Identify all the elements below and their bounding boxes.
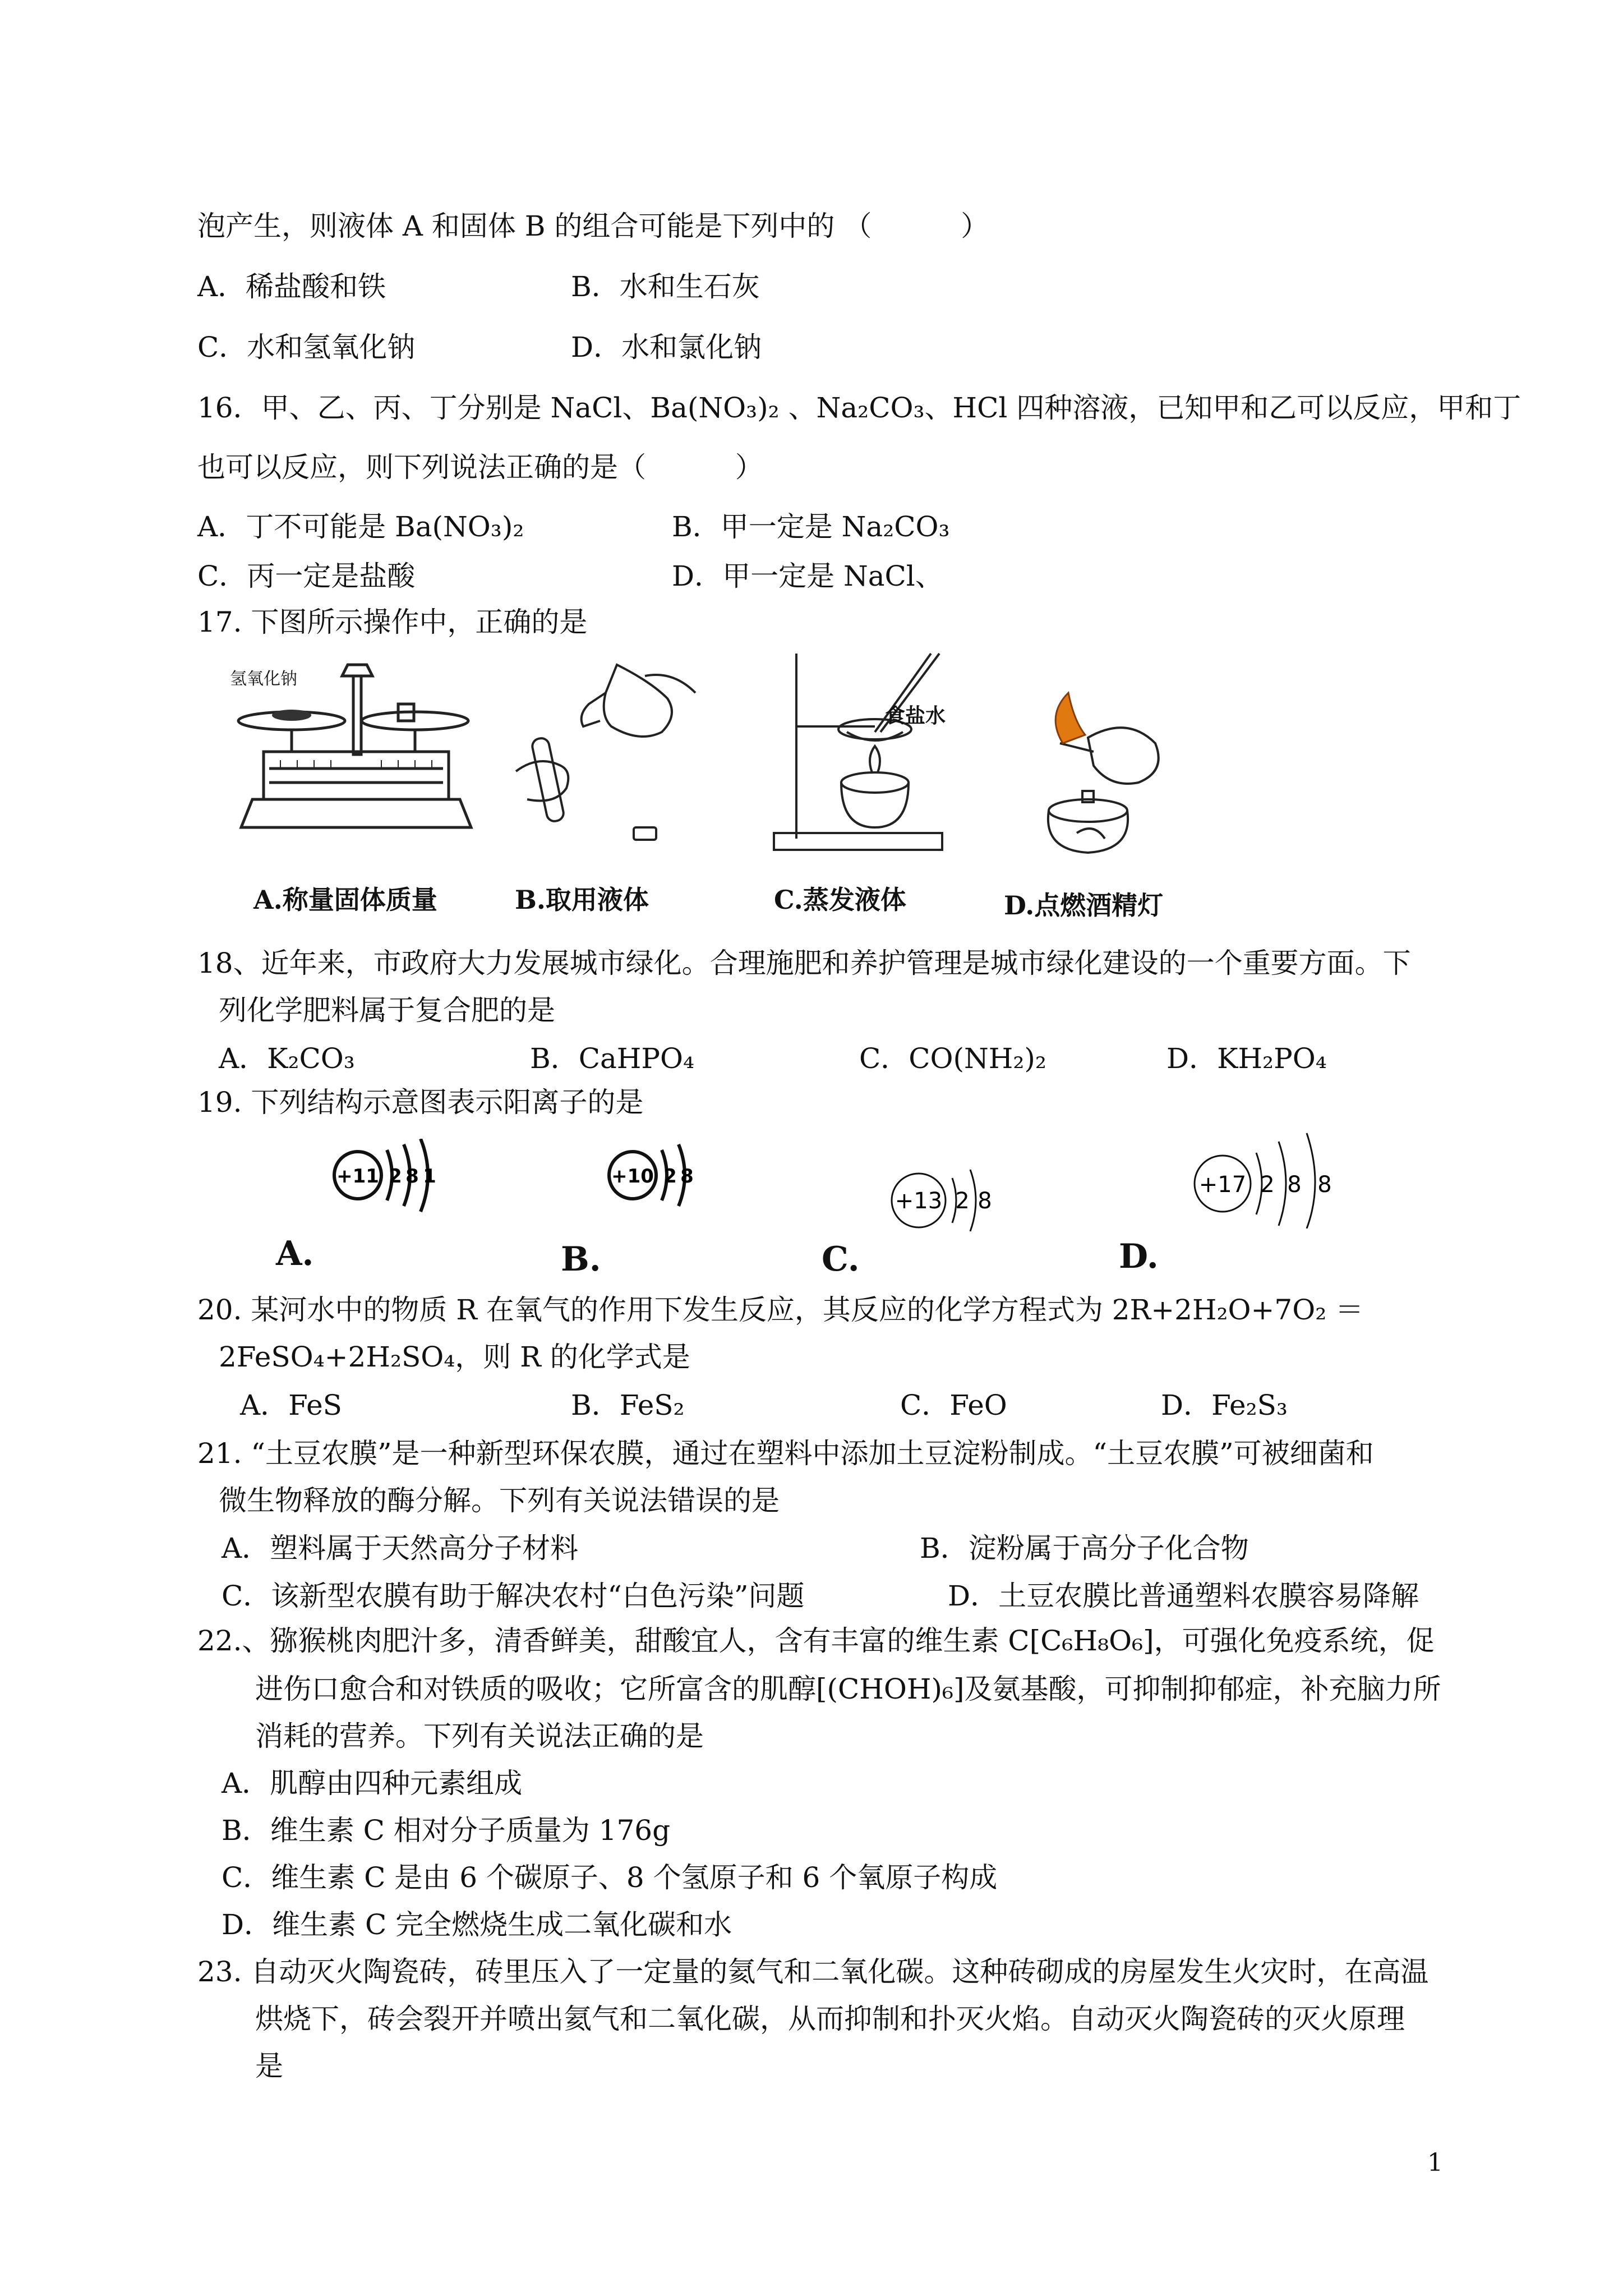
q16-stem-line1: 16．甲、乙、丙、丁分别是 NaCl、Ba(NO₃)₂ 、Na₂CO₃、HCl 四种溶液，已知甲和乙可以反应，甲和丁 [197, 392, 1521, 424]
svg-text:1: 1 [423, 1165, 436, 1188]
svg-text:8: 8 [1317, 1172, 1332, 1198]
q22-stem-line3: 消耗的营养。下列有关说法正确的是 [255, 1720, 704, 1752]
page-number: 1 [1427, 2148, 1443, 2177]
q19-label-d: D. [1119, 1237, 1159, 1276]
q21-option-d: D．土豆农膜比普通塑料农膜容易降解 [948, 1580, 1419, 1612]
evaporation-figure [763, 648, 965, 861]
q15-option-a: A．稀盐酸和铁 [197, 270, 386, 303]
q19-label-a: A. [276, 1234, 314, 1273]
q19-label-b: B. [561, 1240, 601, 1279]
balance-scale-figure [230, 659, 482, 861]
q16-option-a: A．丁不可能是 Ba(NO₃)₂ [197, 510, 524, 543]
q19-stem: 19. 下列结构示意图表示阳离子的是 [197, 1086, 644, 1119]
q20-option-b: B．FeS₂ [571, 1389, 685, 1421]
svg-text:+11: +11 [336, 1165, 379, 1188]
q16-stem-line2: 也可以反应，则下列说法正确的是（ ） [197, 451, 763, 484]
q15-stem: 泡产生，则液体 A 和固体 B 的组合可能是下列中的 （ ） [197, 210, 989, 242]
q15-option-c: C．水和氢氧化钠 [197, 331, 416, 364]
svg-text:2: 2 [1260, 1172, 1275, 1198]
salt-water-label: 食盐水 [885, 704, 946, 728]
q20-stem-line2: 2FeSO₄+2H₂SO₄，则 R 的化学式是 [219, 1341, 690, 1373]
svg-text:8: 8 [1287, 1172, 1302, 1198]
q21-option-c: C．该新型农膜有助于解决农村“白色污染”问题 [222, 1580, 805, 1612]
q21-option-b: B．淀粉属于高分子化合物 [920, 1532, 1249, 1565]
svg-text:2: 2 [389, 1165, 402, 1188]
q16-option-c: C．丙一定是盐酸 [197, 560, 416, 592]
q23-stem-line1: 23. 自动灭火陶瓷砖，砖里压入了一定量的氦气和二氧化碳。这种砖砌成的房屋发生火灾时，在高温 [197, 1955, 1429, 1988]
q18-option-b: B．CaHPO₄ [530, 1042, 695, 1075]
svg-text:2: 2 [663, 1165, 677, 1188]
q22-option-c: C．维生素 C 是由 6 个碳原子、8 个氢原子和 6 个氧原子构成 [222, 1861, 998, 1894]
svg-text:8: 8 [978, 1188, 992, 1214]
q18-stem-line2: 列化学肥料属于复合肥的是 [219, 994, 555, 1027]
atom-structure-diagram-b [606, 1139, 718, 1223]
svg-text:+17: +17 [1198, 1172, 1247, 1198]
atom-structure-diagram-a [331, 1139, 460, 1223]
q17-stem: 17. 下图所示操作中，正确的是 [197, 606, 588, 638]
q18-option-a: A．K₂CO₃ [219, 1042, 355, 1075]
q22-option-b: B．维生素 C 相对分子质量为 176g [222, 1814, 671, 1847]
q20-option-d: D．Fe₂S₃ [1161, 1389, 1288, 1421]
q18-option-d: D．KH₂PO₄ [1166, 1042, 1327, 1075]
q22-stem-line1: 22.、猕猴桃肉肥汁多，清香鲜美，甜酸宜人，含有丰富的维生素 C[C₆H₈O₆]，可强化免疫系统，促 [197, 1625, 1435, 1657]
svg-text:2: 2 [955, 1188, 970, 1214]
q16-option-b: B．甲一定是 Na₂CO₃ [672, 510, 950, 543]
q20-option-a: A．FeS [240, 1389, 342, 1421]
q17-option-a-label: A.称量固体质量 [253, 885, 437, 915]
q22-option-a: A．肌醇由四种元素组成 [222, 1767, 523, 1800]
svg-text:8: 8 [405, 1165, 419, 1188]
q21-option-a: A．塑料属于天然高分子材料 [222, 1532, 579, 1565]
alcohol-lamp-figure [1015, 682, 1172, 867]
svg-text:+10: +10 [611, 1165, 654, 1188]
q23-stem-line3: 是 [255, 2050, 283, 2082]
q18-option-c: C．CO(NH₂)₂ [859, 1042, 1046, 1075]
q15-option-b: B．水和生石灰 [571, 270, 760, 303]
atom-structure-diagram-d [1166, 1128, 1357, 1228]
q19-label-c: C. [822, 1240, 860, 1279]
taking-liquid-figure [505, 659, 718, 861]
naoh-label: 氢氧化钠 [230, 669, 297, 689]
atom-structure-diagram-c [886, 1161, 1021, 1240]
q20-option-c: C．FeO [900, 1389, 1007, 1421]
q21-stem-line2: 微生物释放的酶分解。下列有关说法错误的是 [219, 1484, 780, 1517]
q17-option-d-label: D.点燃酒精灯 [1004, 890, 1164, 921]
q21-stem-line1: 21. “土豆农膜”是一种新型环保农膜，通过在塑料中添加土豆淀粉制成。“土豆农膜”可被细菌和 [197, 1437, 1374, 1470]
q22-stem-line2: 进伤口愈合和对铁质的吸收；它所富含的肌醇[(CHOH)₆]及氨基酸，可抑制抑郁症，补充脑力所 [255, 1673, 1441, 1705]
q20-stem-line1: 20. 某河水中的物质 R 在氧气的作用下发生反应，其反应的化学方程式为 2R+2H₂O+7O₂ ＝ [197, 1294, 1364, 1326]
q23-stem-line2: 烘烧下，砖会裂开并喷出氦气和二氧化碳，从而抑制和扑灭火焰。自动灭火陶瓷砖的灭火原理 [255, 2003, 1405, 2035]
svg-text:8: 8 [680, 1165, 694, 1188]
q15-option-d: D．水和氯化钠 [571, 331, 762, 364]
q17-option-b-label: B.取用液体 [515, 885, 649, 915]
q22-option-d: D．维生素 C 完全燃烧生成二氧化碳和水 [222, 1908, 732, 1941]
svg-text:+13: +13 [895, 1188, 943, 1214]
q17-option-c-label: C.蒸发液体 [774, 885, 906, 915]
q18-stem-line1: 18、近年来，市政府大力发展城市绿化。合理施肥和养护管理是城市绿化建设的一个重要方面。下 [197, 947, 1411, 979]
q16-option-d: D．甲一定是 NaCl、 [672, 560, 943, 592]
